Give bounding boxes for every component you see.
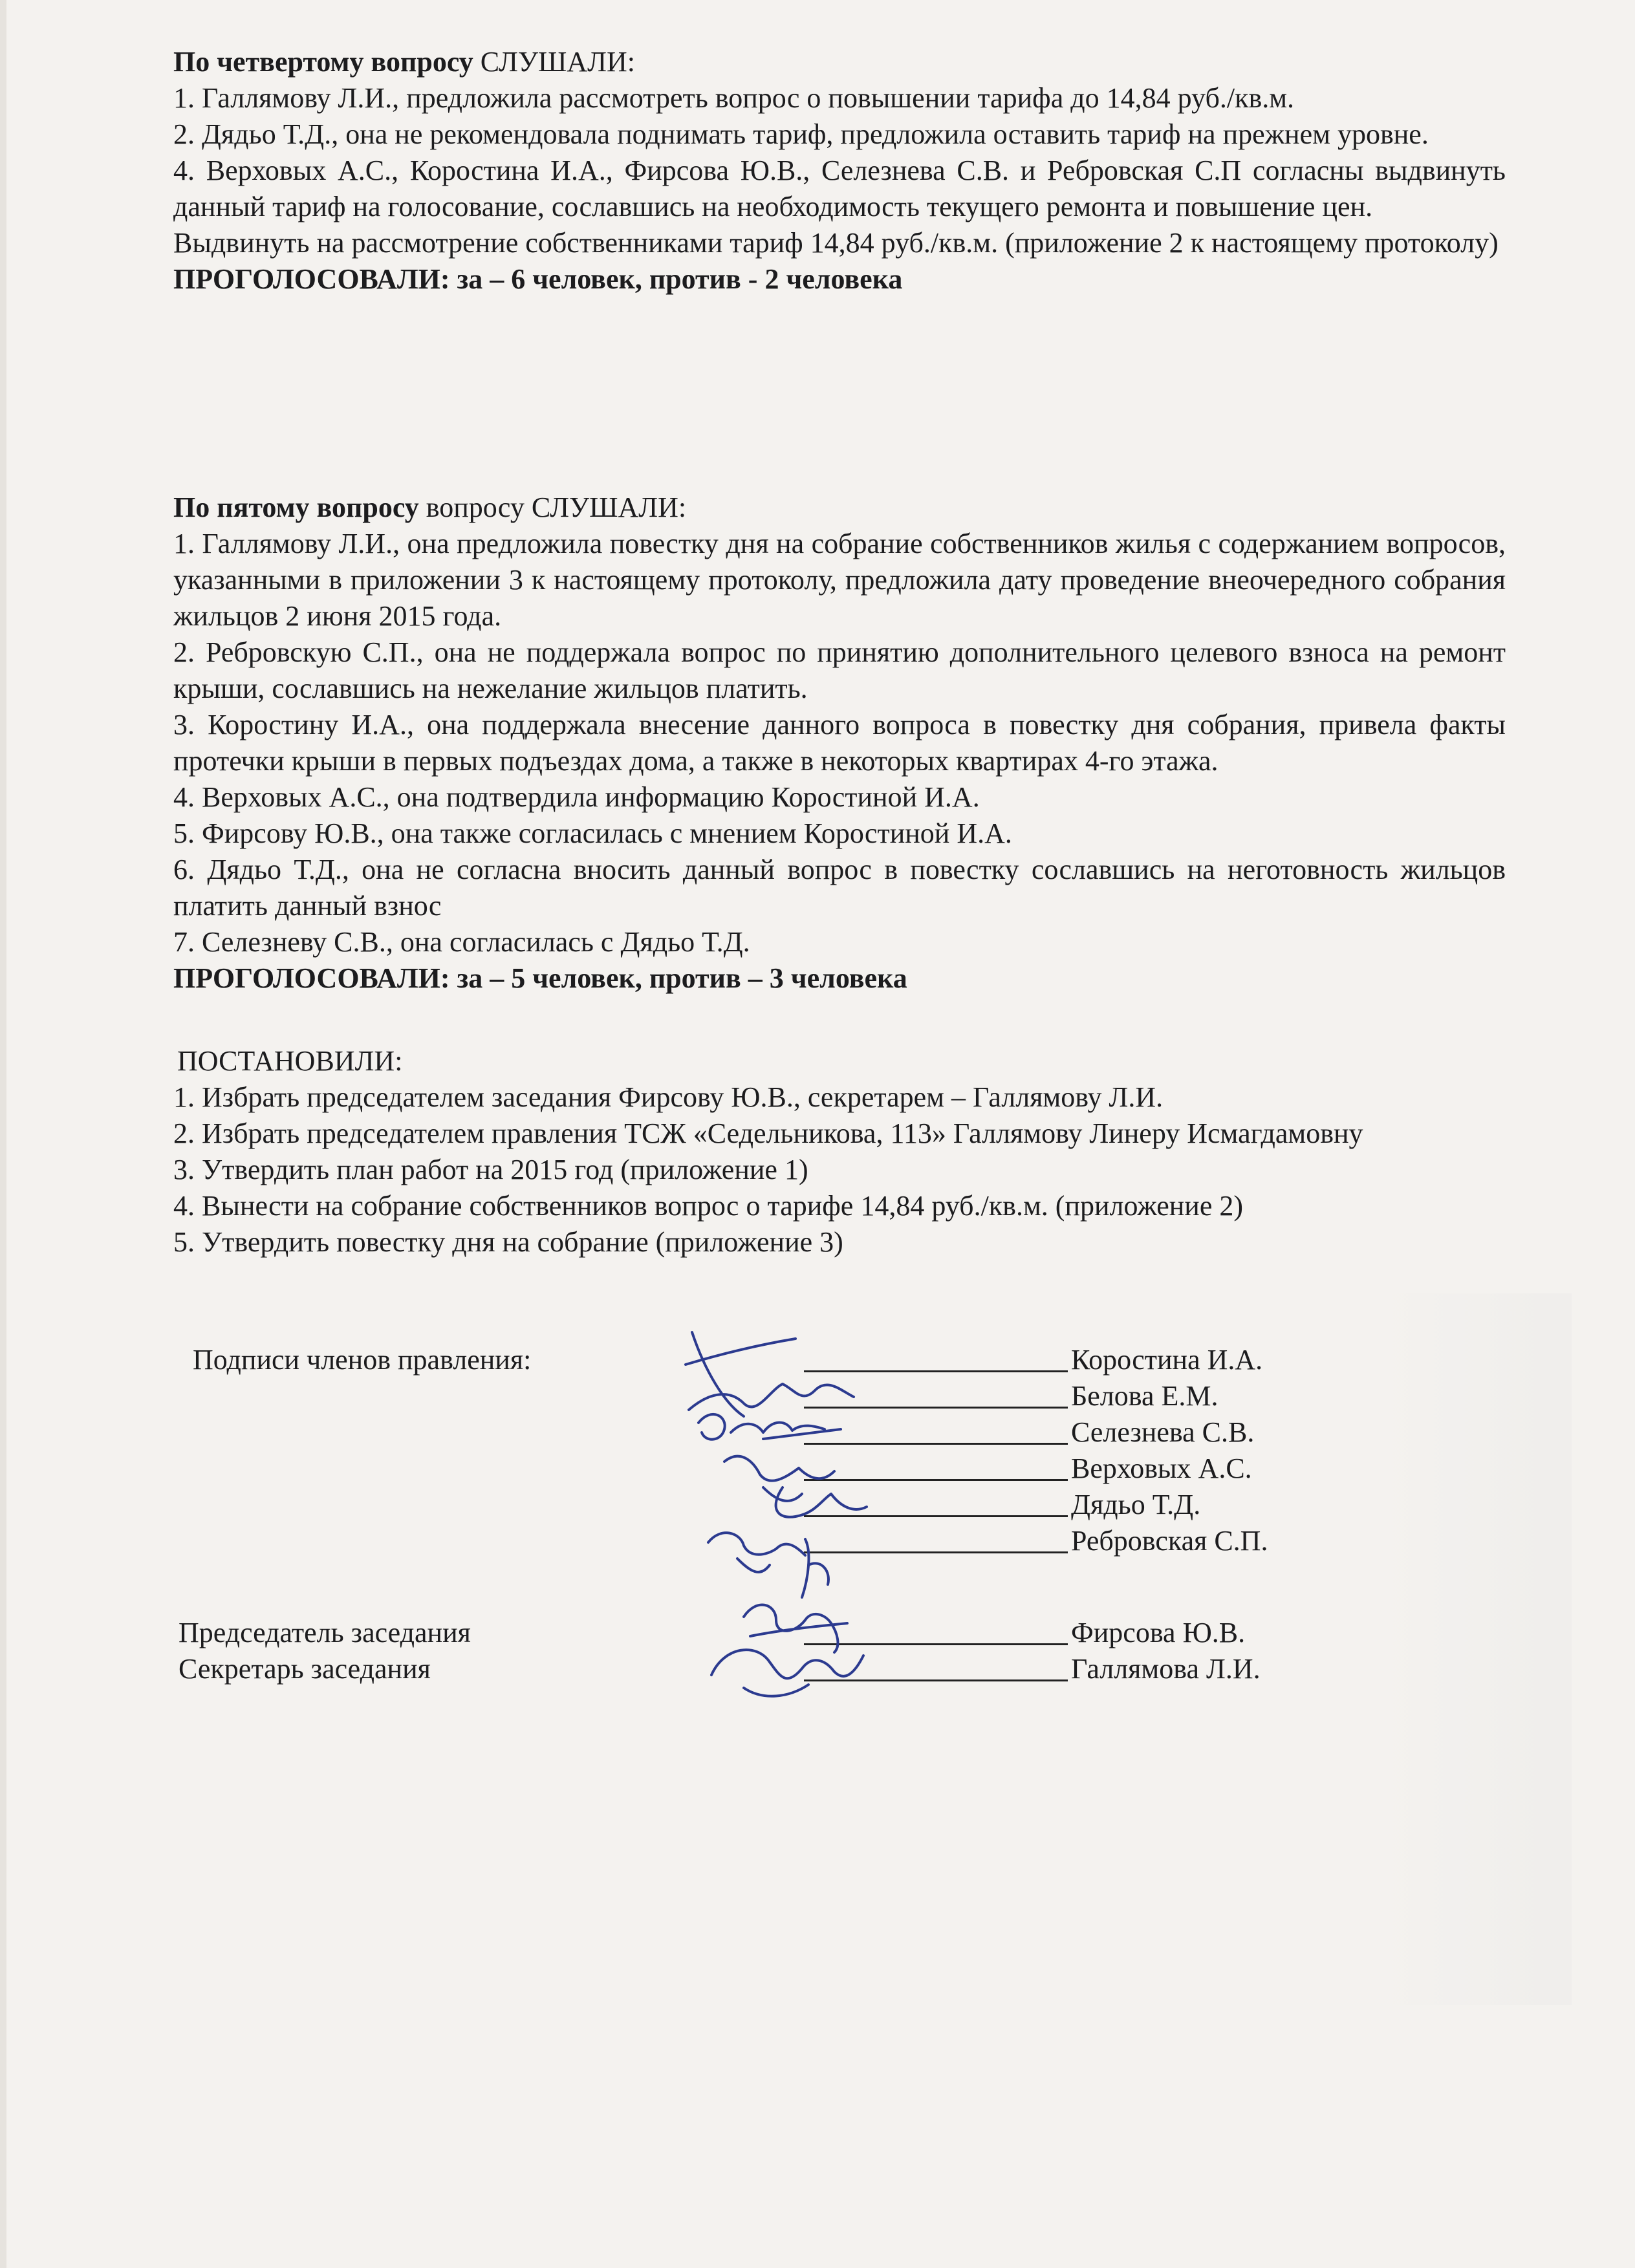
q5-heading-rest: вопросу СЛУШАЛИ: [418,491,687,523]
q5-vote: ПРОГОЛОСОВАЛИ: за – 5 человек, против – 3 человека [173,962,907,994]
q5-item-3: 3. Коростину И.А., она поддержала внесение данного вопроса в повестку дня собрания, привела факты протечки крыши в первых подъездах дома, а также в некоторых квартирах 4-го этажа. [173,709,1506,777]
signature-dyadyo [708,1533,805,1572]
q4-heading-rest: СЛУШАЛИ: [473,46,636,78]
q4-vote: ПРОГОЛОСОВАЛИ: за – 6 человек, против - 2 человека [173,263,903,295]
member-name: Белова Е.М. [1071,1380,1218,1412]
q5-item-7: 7. Селезневу С.В., она согласилась с Дядьо Т.Д. [173,926,750,958]
board-signatures-label: Подписи членов правления: [193,1344,532,1376]
signature-rebrovskaya [802,1539,828,1597]
signature-korostina [686,1332,854,1416]
q4-heading-bold: По четвертому вопросу [173,46,473,78]
resolution-item-4: 4. Вынести на собрание собственников вопрос о тарифе 14,84 руб./кв.м. (приложение 2) [173,1190,1244,1222]
member-name: Дядьо Т.Д. [1071,1489,1201,1520]
chair-label: Председатель заседания [179,1617,471,1648]
member-name: Селезнева С.В. [1071,1416,1255,1448]
signature-firsova [744,1604,847,1652]
q4-item-3: 4. Верховых А.С., Коростина И.А., Фирсова Ю.В., Селезнева С.В. и Ребровская С.П согласны выдвинуть данный тариф на голосование, сославшись на необходимость текущего ремонта и повышение цен. [173,155,1506,222]
q5-item-5: 5. Фирсову Ю.В., она также согласилась с мнением Коростиной И.А. [173,817,1012,849]
resolution-heading: ПОСТАНОВИЛИ: [177,1045,403,1077]
member-name: Ребровская С.П. [1071,1525,1268,1557]
q4-decision: Выдвинуть на рассмотрение собственниками тариф 14,84 руб./кв.м. (приложение 2 к настоящему протоколу) [173,227,1499,259]
member-name: Коростина И.А. [1071,1344,1263,1376]
resolution-item-5: 5. Утвердить повестку дня на собрание (приложение 3) [173,1226,843,1258]
q4-item-2: 2. Дядьо Т.Д., она не рекомендовала поднимать тариф, предложила оставить тариф на прежнем уровне. [173,118,1429,150]
resolution-item-3: 3. Утвердить план работ на 2015 год (приложение 1) [173,1154,808,1185]
member-name: Верховых А.С. [1071,1453,1252,1484]
secretary-label: Секретарь заседания [179,1653,431,1685]
resolution-item-1: 1. Избрать председателем заседания Фирсову Ю.В., секретарем – Галлямову Л.И. [173,1081,1164,1113]
q5-item-2: 2. Ребровскую С.П., она не поддержала вопрос по принятию дополнительного целевого взноса на ремонт крыши, сославшись на нежелание жильцов платить. [173,636,1506,704]
signature-verkhovykh [776,1487,867,1517]
q5-item-6: 6. Дядьо Т.Д., она не согласна вносить данный вопрос в повестку сославшись на неготовность жильцов платить данный взнос [173,854,1506,922]
q4-item-1: 1. Галлямову Л.И., предложила рассмотреть вопрос о повышении тарифа до 14,84 руб./кв.м. [173,82,1295,114]
signature-gallyamova [711,1650,863,1696]
q5-item-4: 4. Верховых А.С., она подтвердила информацию Коростиной И.А. [173,781,980,813]
signature-belova [698,1414,841,1440]
chair-name: Фирсова Ю.В. [1071,1617,1246,1648]
q5-heading-bold: По пятому вопросу [173,491,419,523]
secretary-name: Галлямова Л.И. [1071,1653,1261,1685]
q5-item-1: 1. Галлямову Л.И., она предложила повестку дня на собрание собственников жилья с содержанием вопросов, указанными в приложении 3 к настоящему протоколу, предложила дату проведение внеочередного собрания жильцов 2 июня 2015 года. [173,528,1506,632]
resolution-item-2: 2. Избрать председателем правления ТСЖ «Седельникова, 113» Галлямову Линеру Исмагдамовну [173,1118,1363,1149]
